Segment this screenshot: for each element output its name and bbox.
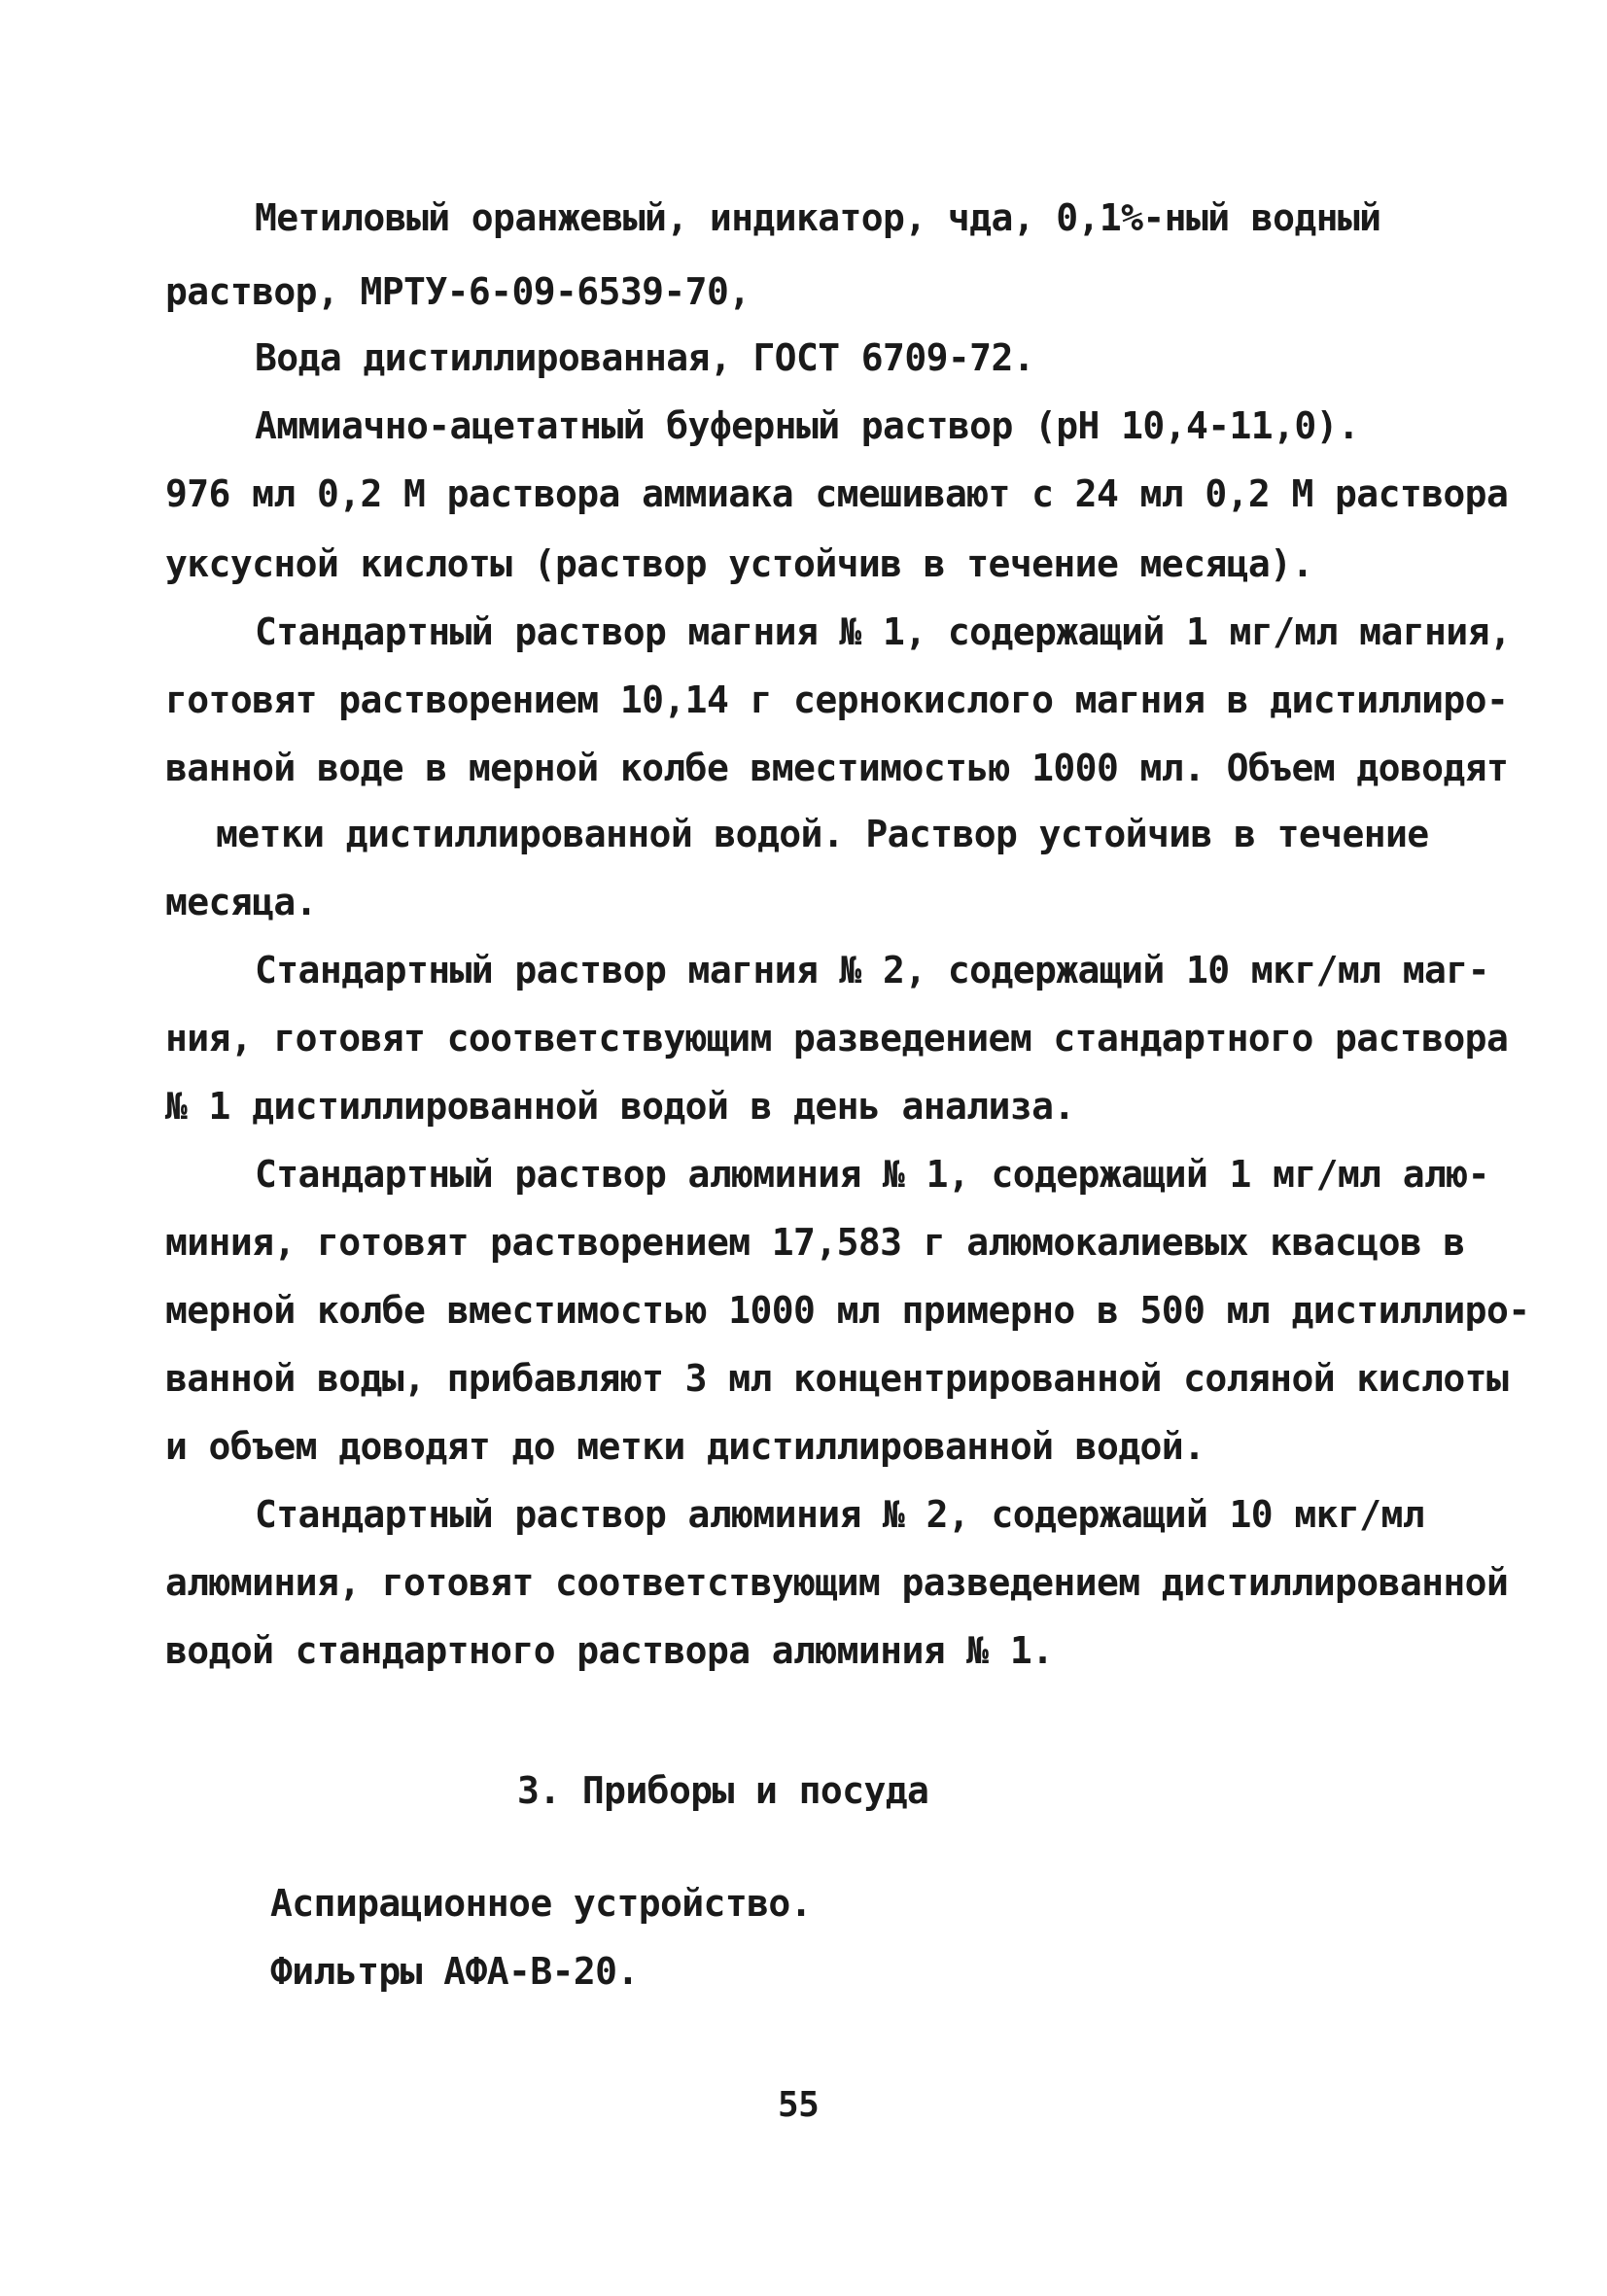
text-line: мерной колбе вместимостью 1000 мл примерно в 500 мл дистиллиро- (165, 1289, 1530, 1332)
text-line: 976 мл 0,2 М раствора аммиака смешивают с 24 мл 0,2 М раствора (165, 472, 1509, 515)
text-line: алюминия, готовят соответствующим разведением дистиллированной (165, 1561, 1509, 1604)
section-heading: 3. Приборы и посуда (517, 1769, 929, 1812)
text-line: и объем доводят до метки дистиллированной водой. (165, 1425, 1205, 1468)
list-item: Аспирационное устройство. (270, 1882, 812, 1925)
text-line: водой стандартного раствора алюминия № 1. (165, 1629, 1054, 1672)
text-line: уксусной кислоты (раствор устойчив в течение месяца). (165, 542, 1313, 585)
text-line: метки дистиллированной водой. Раствор устойчив в течение (216, 813, 1429, 855)
text-line: месяца. (165, 881, 317, 923)
text-line: Стандартный раствор алюминия № 2, содержащий 10 мкг/мл (255, 1493, 1425, 1536)
text-line: Аммиачно-ацетатный буферный раствор (рН 10,4-11,0). (255, 404, 1360, 447)
text-line: ния, готовят соответствующим разведением стандартного раствора (165, 1017, 1509, 1060)
text-line: № 1 дистиллированной водой в день анализа. (165, 1085, 1075, 1128)
text-line: Метиловый оранжевый, индикатор, чда, 0,1%-ный водный (255, 196, 1381, 239)
page-number: 55 (778, 2085, 820, 2125)
text-line: ванной воде в мерной колбе вместимостью 1000 мл. Объем доводят (165, 747, 1509, 789)
list-item: Фильтры АФА-В-20. (270, 1950, 639, 1993)
text-line: миния, готовят растворением 17,583 г алюмокалиевых квасцов в (165, 1221, 1465, 1264)
text-line: готовят растворением 10,14 г сернокислого магния в дистиллиро- (165, 678, 1509, 721)
text-line: Стандартный раствор магния № 2, содержащий 10 мкг/мл маг- (255, 949, 1489, 991)
text-line: Стандартный раствор магния № 1, содержащий 1 мг/мл магния, (255, 610, 1512, 653)
text-line: Вода дистиллированная, ГОСТ 6709-72. (255, 336, 1035, 379)
text-line: раствор, МРТУ-6-09-6539-70, (165, 270, 751, 313)
text-line: ванной воды, прибавляют 3 мл концентрированной соляной кислоты (165, 1357, 1509, 1400)
text-line: Стандартный раствор алюминия № 1, содержащий 1 мг/мл алю- (255, 1153, 1489, 1196)
